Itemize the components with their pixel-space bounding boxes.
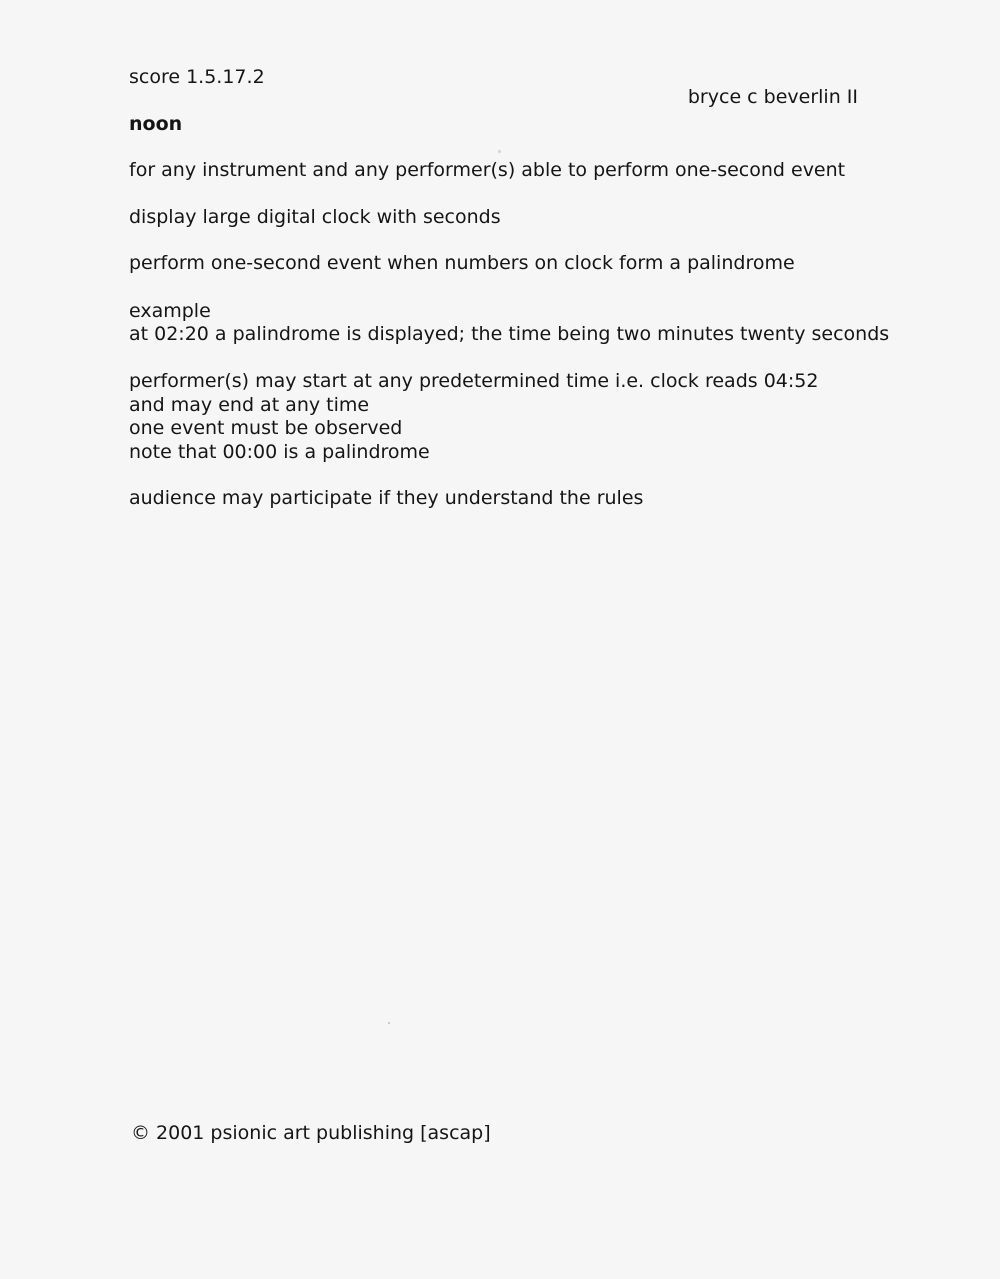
copyright-notice: © 2001 psionic art publishing [ascap]: [131, 1122, 491, 1144]
example-heading: example: [129, 300, 211, 322]
note-line: performer(s) may start at any predetermined time i.e. clock reads 04:52: [129, 370, 819, 392]
note-line: and may end at any time: [129, 394, 370, 416]
setup-text: display large digital clock with seconds: [129, 206, 501, 228]
paper-speck: [388, 1022, 390, 1024]
piece-title: noon: [129, 113, 183, 135]
paper-speck: [498, 150, 501, 153]
note-line: one event must be observed: [129, 417, 403, 439]
note-line: note that 00:00 is a palindrome: [129, 441, 430, 463]
audience-text: audience may participate if they understand the rules: [129, 487, 644, 509]
example-text: at 02:20 a palindrome is displayed; the time being two minutes twenty seconds: [129, 323, 890, 345]
score-number: score 1.5.17.2: [129, 66, 265, 88]
instrumentation-text: for any instrument and any performer(s) able to perform one-second event: [129, 159, 846, 181]
rule-text: perform one-second event when numbers on clock form a palindrome: [129, 252, 795, 274]
author-name: bryce c beverlin II: [687, 86, 858, 108]
